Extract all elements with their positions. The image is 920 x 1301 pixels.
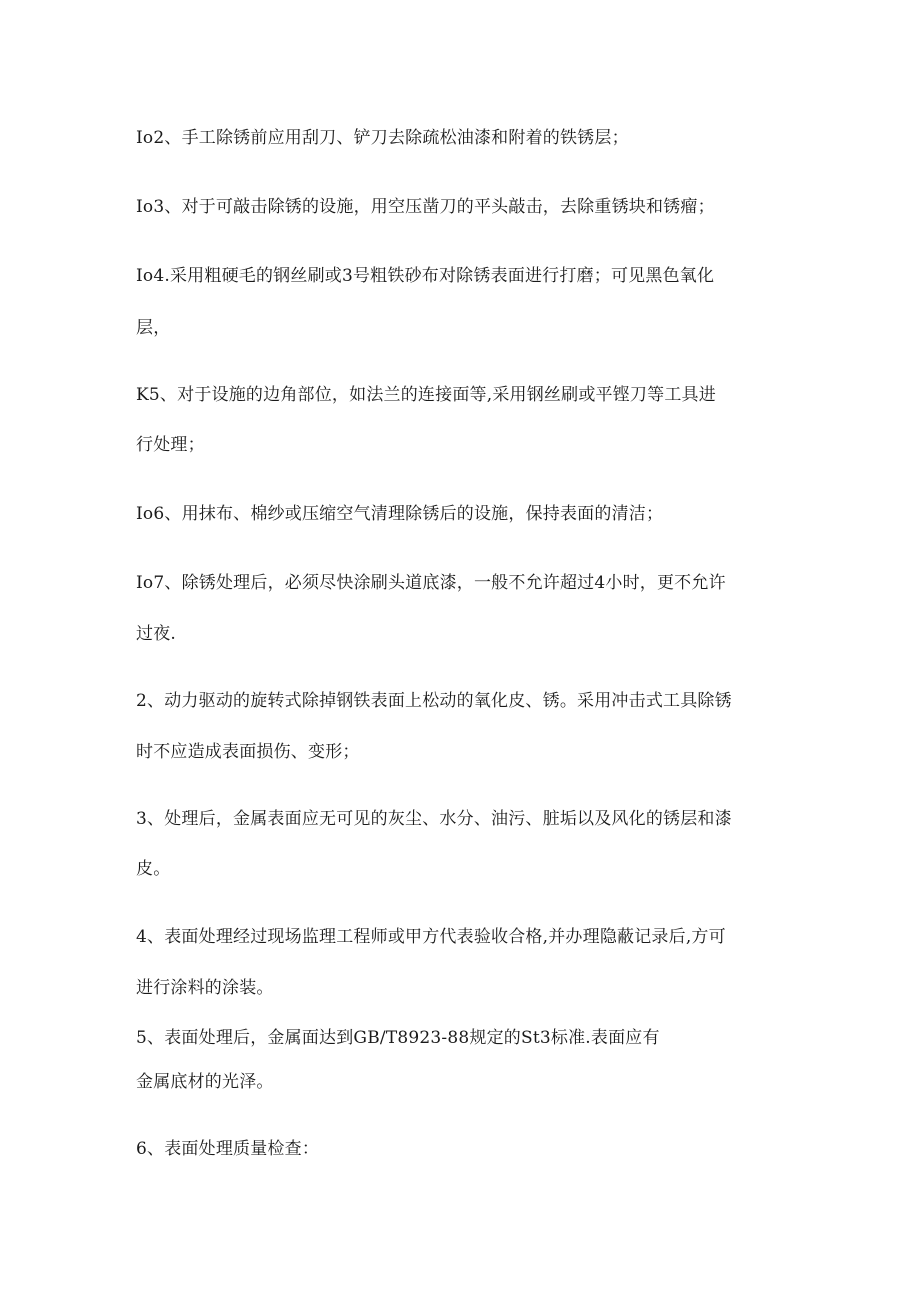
text-line: Io7、除锈处理后，必须尽快涂刷头道底漆，一般不允许超过4小时，更不允许 bbox=[136, 573, 726, 593]
text-line: 进行涂料的涂装。 bbox=[136, 978, 274, 998]
text-line: K5、对于设施的边角部位，如法兰的连接面等,采用钢丝刷或平铿刀等工具进 bbox=[136, 385, 716, 405]
text-line: 时不应造成表面损伤、变形； bbox=[136, 742, 360, 762]
text-line: 皮。 bbox=[136, 859, 171, 879]
text-line: 3、处理后，金属表面应无可见的灰尘、水分、油污、脏垢以及风化的锈层和漆 bbox=[136, 809, 732, 829]
text-line: 6、表面处理质量检查： bbox=[136, 1139, 320, 1159]
text-line: 层， bbox=[136, 318, 171, 338]
text-line: Io2、手工除锈前应用刮刀、铲刀去除疏松油漆和附着的铁锈层； bbox=[136, 128, 629, 148]
text-line: Io4.采用粗硬毛的钢丝刷或3号粗铁砂布对除锈表面进行打磨；可见黑色氧化 bbox=[136, 266, 715, 286]
text-line: 4、表面处理经过现场监理工程师或甲方代表验收合格,并办理隐蔽记录后,方可 bbox=[136, 927, 726, 947]
text-line: 金属底材的光泽。 bbox=[136, 1072, 274, 1092]
text-line: 过夜. bbox=[136, 624, 177, 644]
text-line: 2、动力驱动的旋转式除掉钢铁表面上松动的氧化皮、锈。采用冲击式工具除锈 bbox=[136, 691, 732, 711]
text-line: Io3、对于可敲击除锈的设施，用空压凿刀的平头敲击，去除重锈块和锈瘤； bbox=[136, 197, 715, 217]
text-line: 行处理； bbox=[136, 435, 205, 455]
text-line: Io6、用抹布、棉纱或压缩空气清理除锈后的设施，保持表面的清洁； bbox=[136, 504, 664, 524]
text-line: 5、表面处理后，金属面达到GB/T8923-88规定的St3标准.表面应有 bbox=[136, 1028, 660, 1048]
